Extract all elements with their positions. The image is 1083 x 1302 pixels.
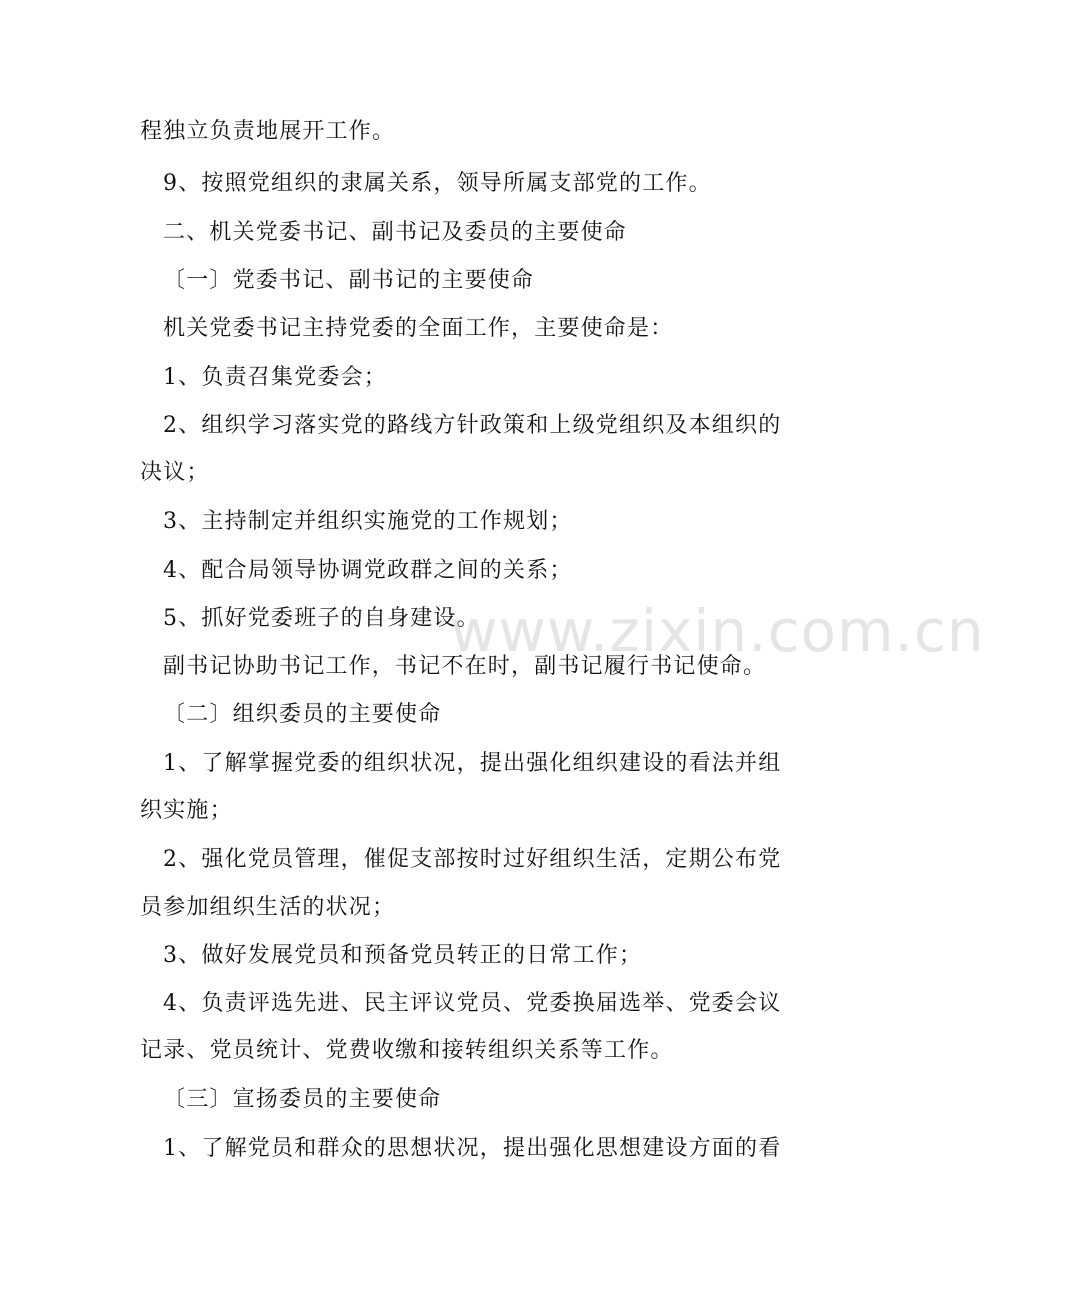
text-line-8: 决议； [140,460,210,485]
text-line-18: 3、做好发展党员和预备党员转正的日常工作； [163,943,643,968]
text-line-10: 4、配合局领导协调党政群之间的关系； [163,558,573,583]
text-line-17: 员参加组织生活的状况； [140,895,396,920]
text-line-6: 1、负责召集党委会； [163,365,387,390]
text-line-1: 程独立负责地展开工作。 [140,119,396,144]
text-line-11: 5、抓好党委班子的自身建设。 [163,606,480,631]
text-line-16: 2、强化党员管理，催促支部按时过好组织生活，定期公布党 [163,847,782,872]
text-line-5: 机关党委书记主持党委的全面工作，主要使命是： [163,316,674,341]
subsection-heading-1: 〔一〕党委书记、副书记的主要使命 [163,268,535,293]
text-line-22: 1、了解党员和群众的思想状况，提出强化思想建设方面的看 [163,1136,782,1161]
text-line-9: 3、主持制定并组织实施党的工作规划； [163,509,573,534]
subsection-heading-3: 〔三〕宣扬委员的主要使命 [163,1087,442,1112]
text-line-7: 2、组织学习落实党的路线方针政策和上级党组织及本组织的 [163,413,782,438]
section-heading-2: 二、机关党委书记、副书记及委员的主要使命 [163,220,628,245]
subsection-heading-2: 〔二〕组织委员的主要使命 [163,702,442,727]
text-line-12: 副书记协助书记工作，书记不在时，副书记履行书记使命。 [163,654,767,679]
text-line-19: 4、负责评选先进、民主评议党员、党委换届选举、党委会议 [163,991,782,1016]
text-line-2: 9、按照党组织的隶属关系，领导所属支部党的工作。 [163,171,712,196]
text-line-15: 织实施； [140,798,233,823]
text-line-20: 记录、党员统计、党费收缴和接转组织关系等工作。 [140,1038,674,1063]
watermark: www.zixin.com.cn [450,597,985,665]
text-line-14: 1、了解掌握党委的组织状况，提出强化组织建设的看法并组 [163,751,782,776]
